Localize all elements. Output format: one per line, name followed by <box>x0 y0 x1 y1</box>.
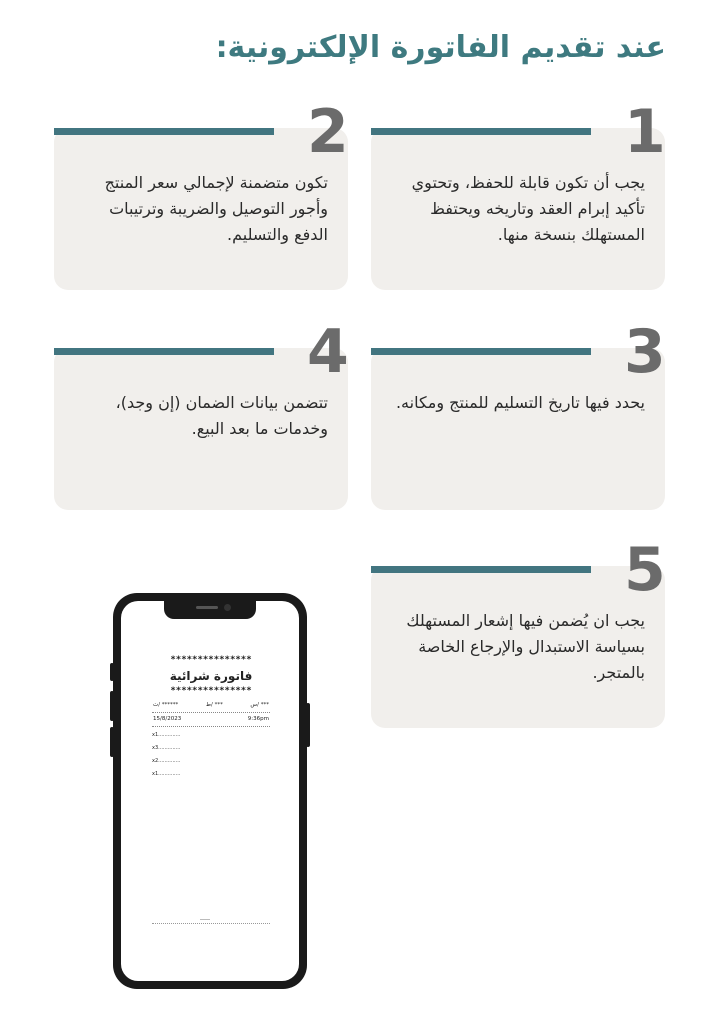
card-accent-bar <box>371 128 591 135</box>
receipt-item: x1.............. <box>152 771 181 777</box>
card-number: 2 <box>307 97 349 167</box>
receipt-item: x2.............. <box>152 758 181 764</box>
card-number: 5 <box>624 535 666 605</box>
receipt-title: فاتورة شرائية <box>169 669 253 683</box>
info-card-2 <box>54 128 348 290</box>
phone-side-button <box>306 703 310 747</box>
card-text: تكون متضمنة لإجمالي سعر المنتج وأجور التوصيل والضريبة وترتيبات الدفع والتسليم. <box>104 173 328 244</box>
card-text: يحدد فيها تاريخ التسليم للمنتج ومكانه. <box>395 393 645 412</box>
receipt-id-left: ت/ ****** <box>153 702 179 708</box>
phone-side-button <box>110 663 114 681</box>
phone-side-button <box>110 727 114 757</box>
receipt-time: 9:36pm <box>247 716 269 722</box>
receipt-date: 15/8/2023 <box>153 716 182 722</box>
info-card-3 <box>371 348 665 510</box>
page-title: عند تقديم الفاتورة الإلكترونية: <box>215 30 666 65</box>
speaker-icon <box>196 606 218 609</box>
card-accent-bar <box>371 566 591 573</box>
card-text: يجب أن تكون قابلة للحفظ، وتحتوي تأكيد إبرام العقد وتاريخه ويحتفظ المستهلك بنسخة منها. <box>411 173 645 244</box>
receipt-id-right: س/ *** <box>250 702 269 708</box>
receipt-divider <box>152 726 270 727</box>
receipt-id-middle: ط/ *** <box>205 702 223 708</box>
card-text: تتضمن بيانات الضمان (إن وجد)، وخدمات ما بعد البيع. <box>115 393 328 438</box>
receipt-item: x1.............. <box>152 732 181 738</box>
phone-notch <box>164 601 256 619</box>
receipt <box>152 655 270 781</box>
card-accent-bar <box>371 348 591 355</box>
receipt-divider <box>152 712 270 713</box>
receipt-stars-top: *************** <box>170 655 252 665</box>
receipt-ids-row <box>152 701 270 710</box>
receipt-item: x3.............. <box>152 745 181 751</box>
info-card-5 <box>371 566 665 728</box>
info-card-1 <box>371 128 665 290</box>
receipt-datetime-row <box>152 715 270 724</box>
phone-illustration <box>113 593 307 989</box>
card-number: 1 <box>624 97 666 167</box>
card-accent-bar <box>54 128 274 135</box>
receipt-stars-bottom: *************** <box>170 686 252 696</box>
card-accent-bar <box>54 348 274 355</box>
card-number: 3 <box>624 317 666 387</box>
phone-side-button <box>110 691 114 721</box>
phone-screen <box>121 601 299 981</box>
card-text: يجب ان يُضمن فيها إشعار المستهلك بسياسة الاستبدال والإرجاع الخاصة بالمتجر. <box>406 611 645 682</box>
info-card-4 <box>54 348 348 510</box>
card-number: 4 <box>307 317 349 387</box>
receipt-footer-mark <box>200 919 210 920</box>
camera-icon <box>224 604 231 611</box>
receipt-footer-line <box>152 923 270 924</box>
